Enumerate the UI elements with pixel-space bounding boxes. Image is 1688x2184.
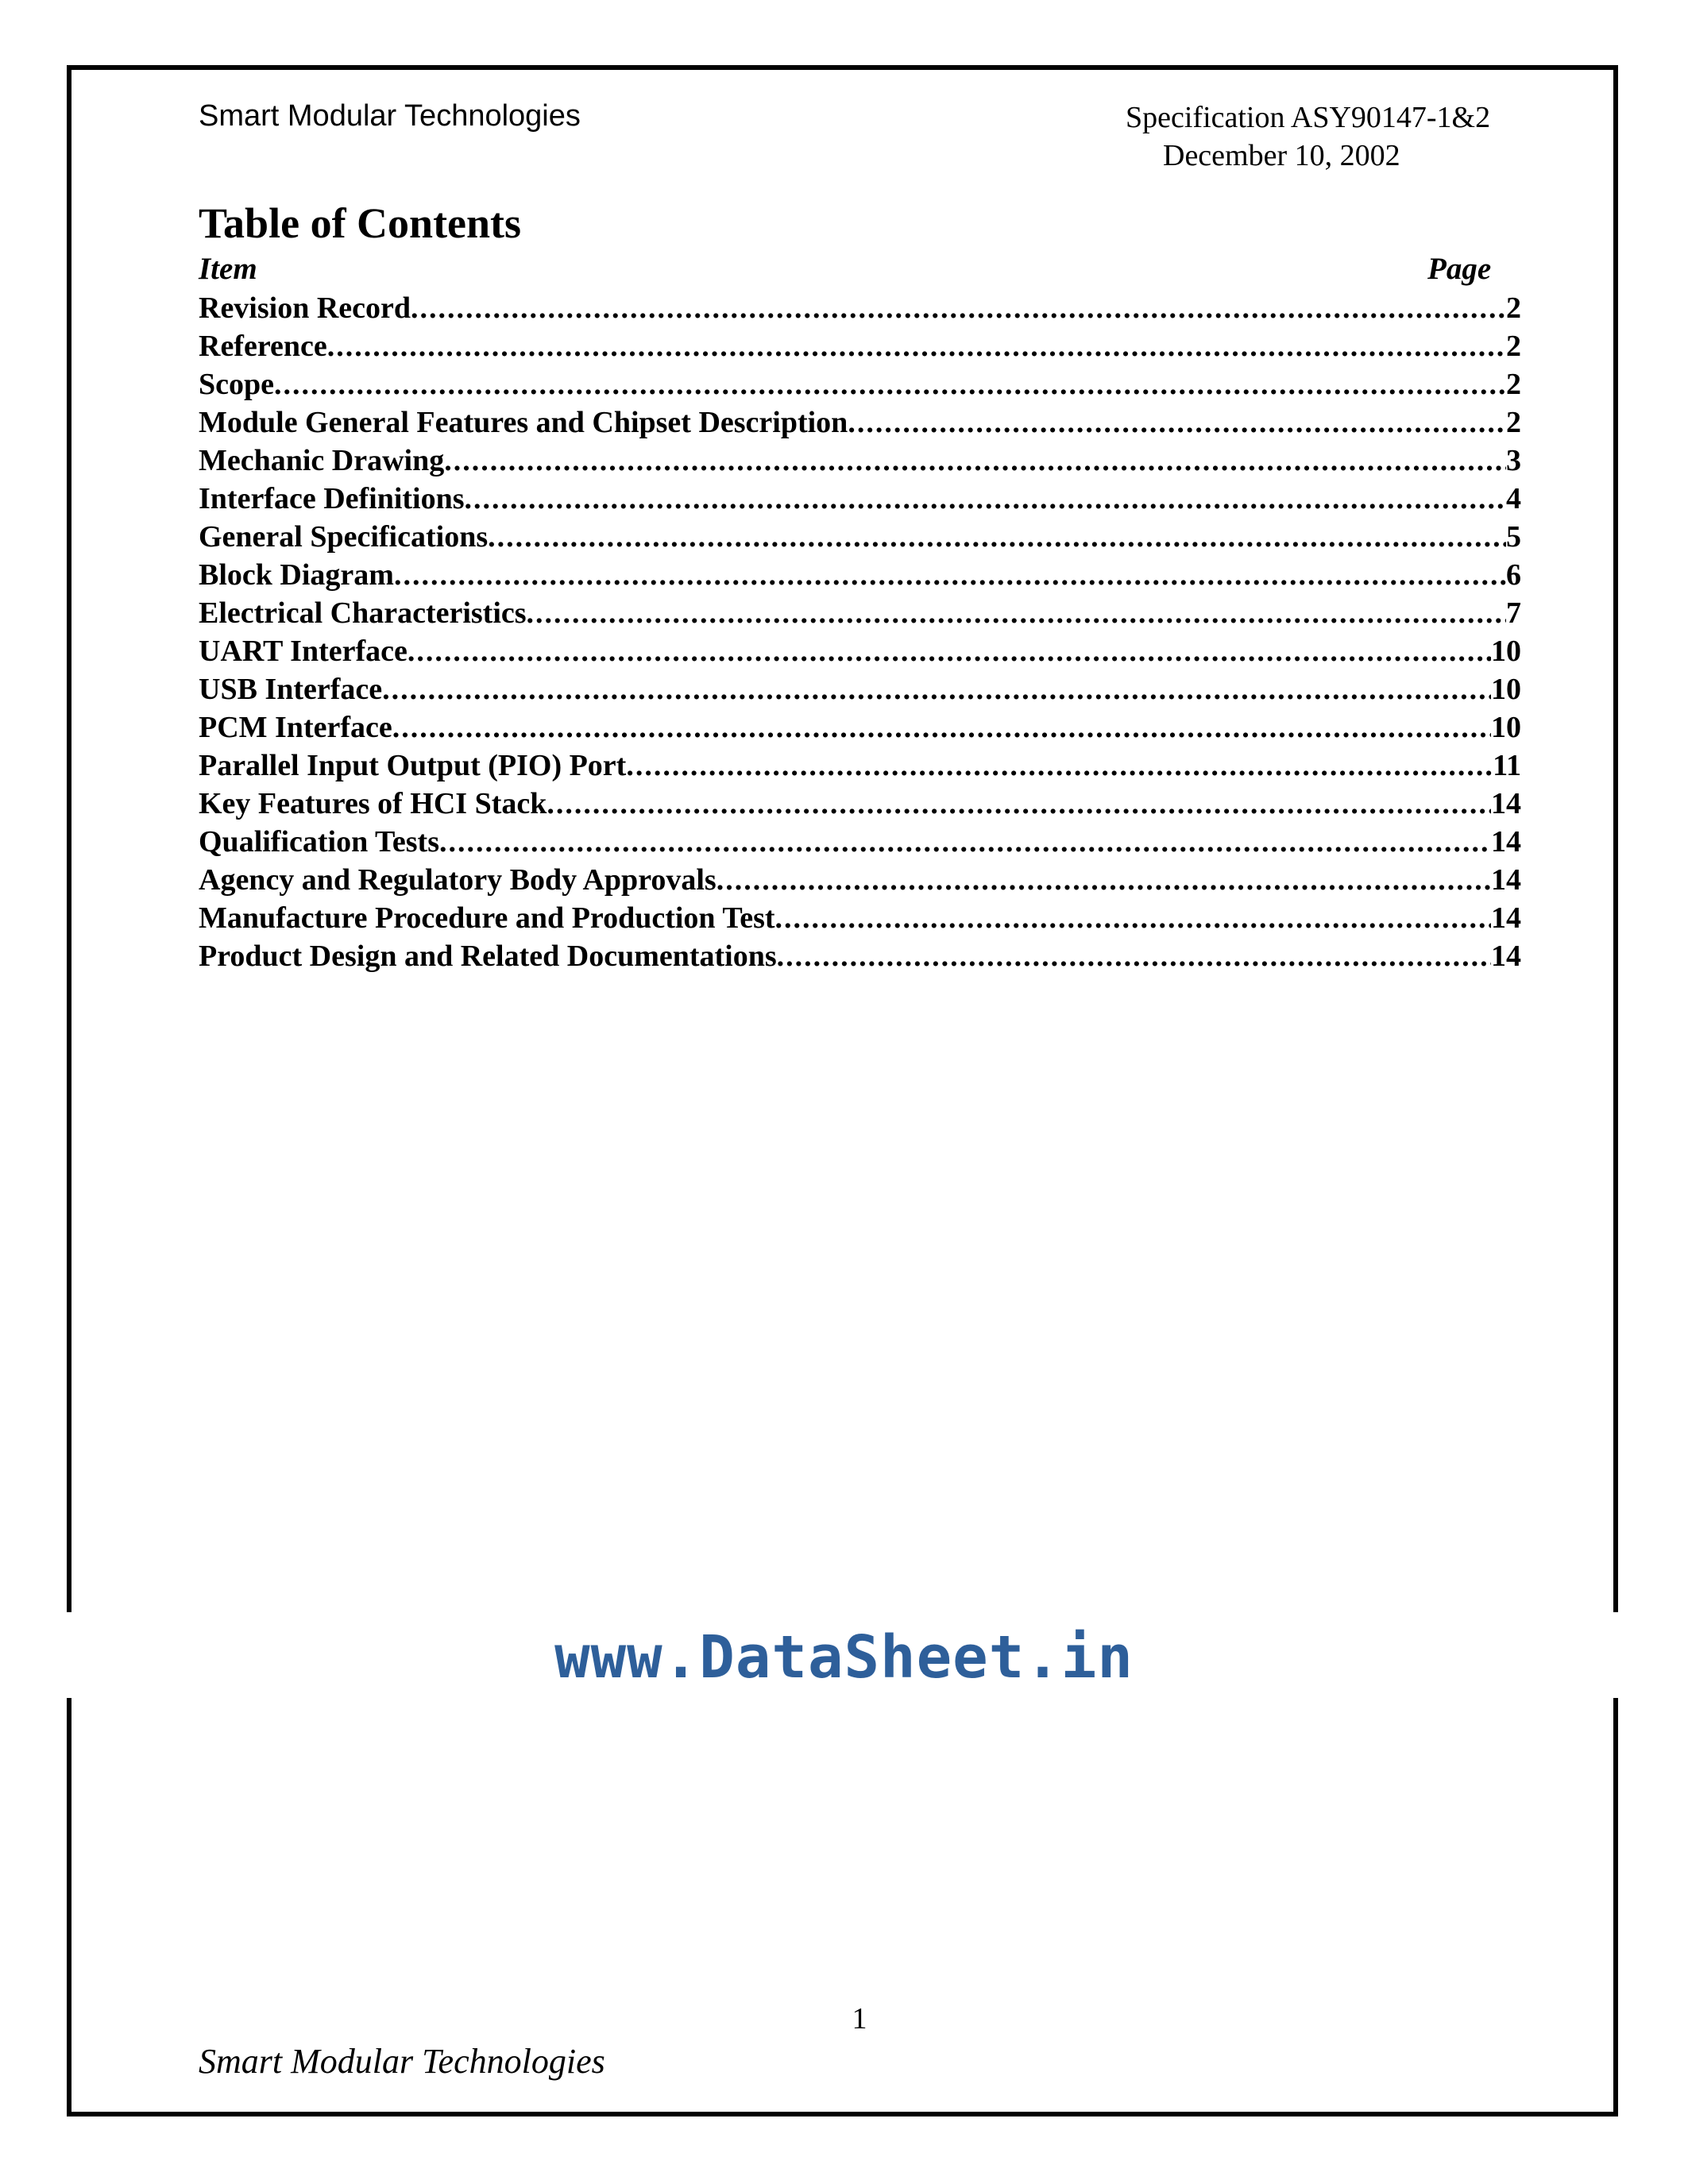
toc-entry[interactable] — [199, 556, 1521, 594]
footer-company: Smart Modular Technologies — [199, 2042, 605, 2081]
toc-entry-label[interactable]: Mechanic Drawing — [199, 444, 445, 477]
toc-entry-label[interactable]: Manufacture Procedure and Production Test — [199, 901, 775, 935]
toc-entry-page: 10 — [1491, 673, 1521, 706]
toc-entry-page: 2 — [1506, 291, 1521, 325]
toc-leader — [439, 823, 1491, 861]
toc-leader — [411, 289, 1506, 327]
toc-entry-page: 14 — [1491, 825, 1521, 859]
toc-entry[interactable] — [199, 785, 1521, 823]
toc-entry[interactable] — [199, 403, 1521, 442]
header-specification: Specification ASY90147-1&2 — [1126, 101, 1491, 134]
toc-leader — [775, 899, 1491, 937]
toc-leader — [392, 708, 1491, 747]
toc-entry-page: 14 — [1491, 940, 1521, 973]
toc-leader — [394, 556, 1506, 594]
toc-page-header: Page — [1427, 252, 1492, 286]
toc-entry-page: 5 — [1506, 520, 1521, 554]
toc-entry-page: 14 — [1491, 901, 1521, 935]
toc-entry[interactable] — [199, 327, 1521, 365]
toc-entry-page: 10 — [1491, 711, 1521, 744]
toc-entry-label[interactable]: Agency and Regulatory Body Approvals — [199, 863, 717, 897]
header-date: December 10, 2002 — [1163, 139, 1400, 172]
toc-entry-page: 11 — [1493, 749, 1521, 782]
toc-entry[interactable] — [199, 289, 1521, 327]
toc-leader — [626, 747, 1493, 785]
toc-entry-page: 2 — [1506, 330, 1521, 363]
toc-entry-label[interactable]: Parallel Input Output (PIO) Port — [199, 749, 627, 782]
toc-leader — [717, 861, 1491, 899]
toc-entry[interactable] — [199, 518, 1521, 556]
toc-leader — [848, 403, 1506, 442]
toc-entry-page: 4 — [1506, 482, 1521, 515]
toc-title: Table of Contents — [199, 199, 522, 247]
toc-entry-label[interactable]: UART Interface — [199, 635, 408, 668]
toc-entry-label[interactable]: Electrical Characteristics — [199, 596, 527, 630]
toc-entry-page: 14 — [1491, 787, 1521, 820]
toc-entry-label[interactable]: Product Design and Related Documentations — [199, 940, 777, 973]
toc-leader — [527, 594, 1506, 632]
toc-entry[interactable] — [199, 442, 1521, 480]
toc-entry-label[interactable]: Key Features of HCI Stack — [199, 787, 547, 820]
header-company: Smart Modular Technologies — [199, 99, 581, 133]
toc-leader — [444, 442, 1506, 480]
toc-item-header: Item — [199, 252, 257, 286]
toc-entry[interactable] — [199, 480, 1521, 518]
toc-entry[interactable] — [199, 708, 1521, 747]
watermark-link[interactable]: www.DataSheet.in — [554, 1623, 1134, 1692]
toc-entry[interactable] — [199, 670, 1521, 708]
toc-entry-page: 7 — [1506, 596, 1521, 630]
toc-entry[interactable] — [199, 747, 1521, 785]
toc-entry-label[interactable]: General Specifications — [199, 520, 489, 554]
toc-entry[interactable] — [199, 594, 1521, 632]
toc-entry-page: 2 — [1506, 368, 1521, 401]
toc-leader — [547, 785, 1491, 823]
toc-entry-label[interactable]: PCM Interface — [199, 711, 392, 744]
toc-entry-page: 10 — [1491, 635, 1521, 668]
toc-leader — [274, 365, 1506, 403]
page-number: 1 — [852, 2002, 867, 2035]
toc-leader — [408, 632, 1491, 670]
toc-entry-page: 14 — [1491, 863, 1521, 897]
toc-entry-label[interactable]: Reference — [199, 330, 327, 363]
toc-entry[interactable] — [199, 823, 1521, 861]
toc-entry-label[interactable]: Revision Record — [199, 291, 411, 325]
toc-entry-page: 2 — [1506, 406, 1521, 439]
toc-entry[interactable] — [199, 632, 1521, 670]
toc-entry-label[interactable]: Block Diagram — [199, 558, 394, 592]
toc-list — [199, 289, 1521, 975]
toc-entry-page: 3 — [1506, 444, 1521, 477]
toc-entry-label[interactable]: USB Interface — [199, 673, 383, 706]
toc-entry[interactable] — [199, 365, 1521, 403]
toc-entry-label[interactable]: Qualification Tests — [199, 825, 439, 859]
toc-entry[interactable] — [199, 861, 1521, 899]
toc-leader — [777, 937, 1491, 975]
toc-entry-label[interactable]: Interface Definitions — [199, 482, 465, 515]
toc-entry[interactable] — [199, 899, 1521, 937]
toc-entry-label[interactable]: Module General Features and Chipset Description — [199, 406, 848, 439]
toc-leader — [382, 670, 1491, 708]
toc-entry[interactable] — [199, 937, 1521, 975]
toc-leader — [327, 327, 1506, 365]
toc-leader — [465, 480, 1506, 518]
toc-entry-page: 6 — [1506, 558, 1521, 592]
toc-leader — [488, 518, 1506, 556]
toc-entry-label[interactable]: Scope — [199, 368, 274, 401]
